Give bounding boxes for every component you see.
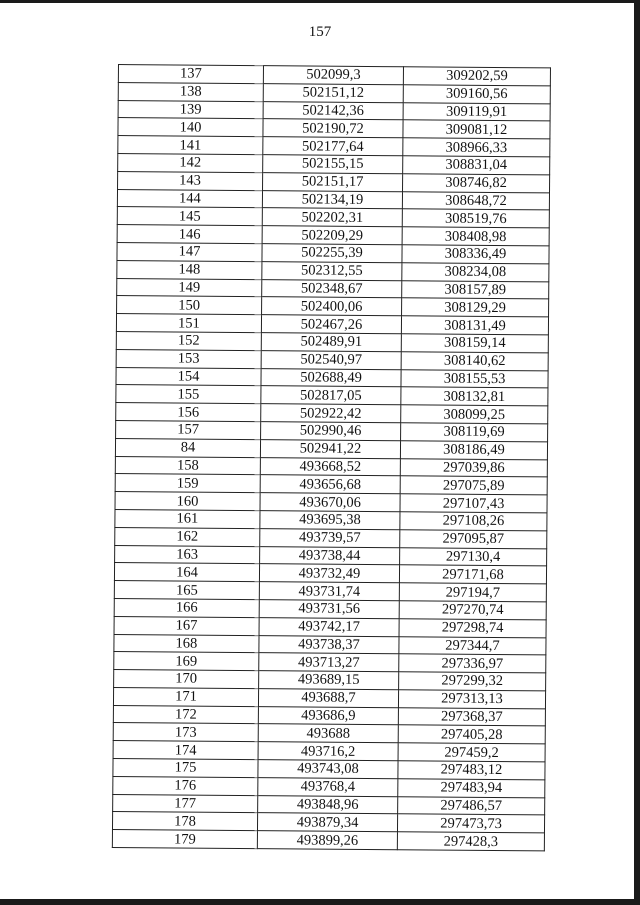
- y-coordinate-cell: 308336,49: [402, 245, 549, 264]
- point-number-cell: 168: [114, 634, 259, 653]
- x-coordinate-cell: 493688: [258, 724, 398, 743]
- y-coordinate-cell: 308140,62: [401, 351, 548, 370]
- scan-edge-right: [634, 0, 640, 905]
- coordinates-table-body: [112, 65, 550, 851]
- x-coordinate-cell: 502209,29: [262, 226, 402, 245]
- point-number-cell: 170: [114, 670, 259, 689]
- y-coordinate-cell: 297483,94: [398, 779, 545, 798]
- coordinates-table: [112, 64, 551, 851]
- x-coordinate-cell: 493742,17: [259, 617, 399, 636]
- point-number-cell: 160: [115, 492, 260, 511]
- y-coordinate-cell: 308157,89: [402, 280, 549, 299]
- y-coordinate-cell: 308746,82: [403, 174, 550, 193]
- x-coordinate-cell: 502922,42: [261, 404, 401, 423]
- point-number-cell: 158: [115, 456, 260, 475]
- x-coordinate-cell: 502142,36: [263, 101, 403, 120]
- x-coordinate-cell: 502134,19: [262, 190, 402, 209]
- point-number-cell: 138: [118, 82, 263, 101]
- point-number-cell: 164: [114, 563, 259, 582]
- point-number-cell: 174: [113, 741, 258, 760]
- y-coordinate-cell: 308234,08: [402, 263, 549, 282]
- point-number-cell: 159: [115, 474, 260, 493]
- x-coordinate-cell: 493670,06: [260, 493, 400, 512]
- point-number-cell: 155: [116, 385, 261, 404]
- x-coordinate-cell: 502489,91: [261, 333, 401, 352]
- point-number-cell: 169: [114, 652, 259, 671]
- x-coordinate-cell: 502099,3: [263, 66, 403, 85]
- point-number-cell: 166: [114, 598, 259, 617]
- point-number-cell: 147: [117, 242, 262, 261]
- point-number-cell: 142: [118, 153, 263, 172]
- y-coordinate-cell: 308966,33: [403, 138, 550, 157]
- x-coordinate-cell: 502151,12: [263, 83, 403, 102]
- y-coordinate-cell: 297107,43: [400, 494, 547, 513]
- y-coordinate-cell: 297336,97: [399, 654, 546, 673]
- point-number-cell: 140: [118, 118, 263, 137]
- point-number-cell: 178: [112, 812, 257, 831]
- point-number-cell: 173: [113, 723, 258, 742]
- point-number-cell: 150: [117, 296, 262, 315]
- y-coordinate-cell: 297039,86: [400, 458, 547, 477]
- point-number-cell: 139: [118, 100, 263, 119]
- point-number-cell: 153: [116, 349, 261, 368]
- x-coordinate-cell: 502255,39: [262, 244, 402, 263]
- x-coordinate-cell: 493899,26: [257, 831, 397, 850]
- y-coordinate-cell: 297194,7: [399, 583, 546, 602]
- y-coordinate-cell: 308159,14: [401, 334, 548, 353]
- y-coordinate-cell: 297473,73: [397, 814, 544, 833]
- x-coordinate-cell: 502312,55: [262, 261, 402, 280]
- x-coordinate-cell: 493879,34: [257, 813, 397, 832]
- table-row: [112, 830, 544, 851]
- point-number-cell: 144: [117, 189, 262, 208]
- y-coordinate-cell: 308155,53: [401, 369, 548, 388]
- y-coordinate-cell: 309119,91: [403, 102, 550, 121]
- x-coordinate-cell: 502400,06: [262, 297, 402, 316]
- y-coordinate-cell: 308186,49: [400, 440, 547, 459]
- y-coordinate-cell: 308131,49: [401, 316, 548, 335]
- y-coordinate-cell: 308132,81: [401, 387, 548, 406]
- point-number-cell: 157: [116, 420, 261, 439]
- x-coordinate-cell: 493768,4: [258, 777, 398, 796]
- x-coordinate-cell: 493738,44: [260, 546, 400, 565]
- y-coordinate-cell: 297075,89: [400, 476, 547, 495]
- point-number-cell: 152: [116, 331, 261, 350]
- x-coordinate-cell: 502688,49: [261, 368, 401, 387]
- x-coordinate-cell: 493848,96: [258, 795, 398, 814]
- point-number-cell: 84: [115, 438, 260, 457]
- point-number-cell: 146: [117, 225, 262, 244]
- scan-edge-bottom: [0, 899, 640, 905]
- x-coordinate-cell: 493743,08: [258, 760, 398, 779]
- y-coordinate-cell: 297459,2: [398, 743, 545, 762]
- x-coordinate-cell: 493731,56: [259, 600, 399, 619]
- point-number-cell: 161: [115, 509, 260, 528]
- point-number-cell: 175: [113, 759, 258, 778]
- y-coordinate-cell: 308119,69: [401, 423, 548, 442]
- point-number-cell: 137: [118, 65, 263, 84]
- page-number: 157: [308, 24, 332, 40]
- y-coordinate-cell: 297368,37: [398, 707, 545, 726]
- y-coordinate-cell: 297486,57: [398, 796, 545, 815]
- x-coordinate-cell: 502177,64: [263, 137, 403, 156]
- y-coordinate-cell: 309160,56: [403, 85, 550, 104]
- y-coordinate-cell: 297299,32: [399, 672, 546, 691]
- point-number-cell: 176: [113, 776, 258, 795]
- point-number-cell: 145: [117, 207, 262, 226]
- scan-edge-top: [0, 0, 640, 3]
- y-coordinate-cell: 308408,98: [402, 227, 549, 246]
- point-number-cell: 162: [115, 527, 260, 546]
- y-coordinate-cell: 297108,26: [400, 512, 547, 531]
- x-coordinate-cell: 502190,72: [263, 119, 403, 138]
- y-coordinate-cell: 308519,76: [402, 209, 549, 228]
- x-coordinate-cell: 493686,9: [258, 706, 398, 725]
- point-number-cell: 172: [113, 705, 258, 724]
- y-coordinate-cell: 297095,87: [400, 529, 547, 548]
- point-number-cell: 148: [117, 260, 262, 279]
- y-coordinate-cell: 309081,12: [403, 120, 550, 139]
- y-coordinate-cell: 297405,28: [398, 725, 545, 744]
- y-coordinate-cell: 309202,59: [403, 67, 550, 86]
- x-coordinate-cell: 502151,17: [263, 172, 403, 191]
- point-number-cell: 149: [117, 278, 262, 297]
- x-coordinate-cell: 493656,68: [260, 475, 400, 494]
- x-coordinate-cell: 502467,26: [261, 315, 401, 334]
- x-coordinate-cell: 502202,31: [262, 208, 402, 227]
- point-number-cell: 167: [114, 616, 259, 635]
- y-coordinate-cell: 297130,4: [400, 547, 547, 566]
- point-number-cell: 163: [115, 545, 260, 564]
- y-coordinate-cell: 297428,3: [397, 832, 544, 851]
- y-coordinate-cell: 297313,13: [398, 690, 545, 709]
- y-coordinate-cell: 297483,12: [398, 761, 545, 780]
- x-coordinate-cell: 493695,38: [260, 511, 400, 530]
- y-coordinate-cell: 297298,74: [399, 618, 546, 637]
- point-number-cell: 165: [114, 581, 259, 600]
- point-number-cell: 156: [116, 403, 261, 422]
- x-coordinate-cell: 493738,37: [259, 635, 399, 654]
- x-coordinate-cell: 502941,22: [260, 439, 400, 458]
- x-coordinate-cell: 493731,74: [259, 582, 399, 601]
- point-number-cell: 151: [116, 314, 261, 333]
- x-coordinate-cell: 493713,27: [259, 653, 399, 672]
- coordinates-table-wrapper: [112, 64, 550, 851]
- y-coordinate-cell: 297344,7: [399, 636, 546, 655]
- y-coordinate-cell: 297171,68: [399, 565, 546, 584]
- y-coordinate-cell: 308831,04: [403, 156, 550, 175]
- x-coordinate-cell: 493688,7: [258, 689, 398, 708]
- x-coordinate-cell: 502348,67: [262, 279, 402, 298]
- y-coordinate-cell: 308099,25: [401, 405, 548, 424]
- x-coordinate-cell: 502540,97: [261, 350, 401, 369]
- point-number-cell: 177: [113, 794, 258, 813]
- x-coordinate-cell: 493739,57: [260, 528, 400, 547]
- point-number-cell: 154: [116, 367, 261, 386]
- x-coordinate-cell: 493732,49: [259, 564, 399, 583]
- point-number-cell: 141: [118, 136, 263, 155]
- y-coordinate-cell: 308129,29: [402, 298, 549, 317]
- x-coordinate-cell: 502155,15: [263, 155, 403, 174]
- y-coordinate-cell: 297270,74: [399, 601, 546, 620]
- y-coordinate-cell: 308648,72: [402, 191, 549, 210]
- x-coordinate-cell: 493716,2: [258, 742, 398, 761]
- point-number-cell: 143: [118, 171, 263, 190]
- x-coordinate-cell: 502817,05: [261, 386, 401, 405]
- x-coordinate-cell: 493689,15: [259, 671, 399, 690]
- point-number-cell: 171: [113, 687, 258, 706]
- point-number-cell: 179: [112, 830, 257, 849]
- x-coordinate-cell: 493668,52: [260, 457, 400, 476]
- x-coordinate-cell: 502990,46: [261, 422, 401, 441]
